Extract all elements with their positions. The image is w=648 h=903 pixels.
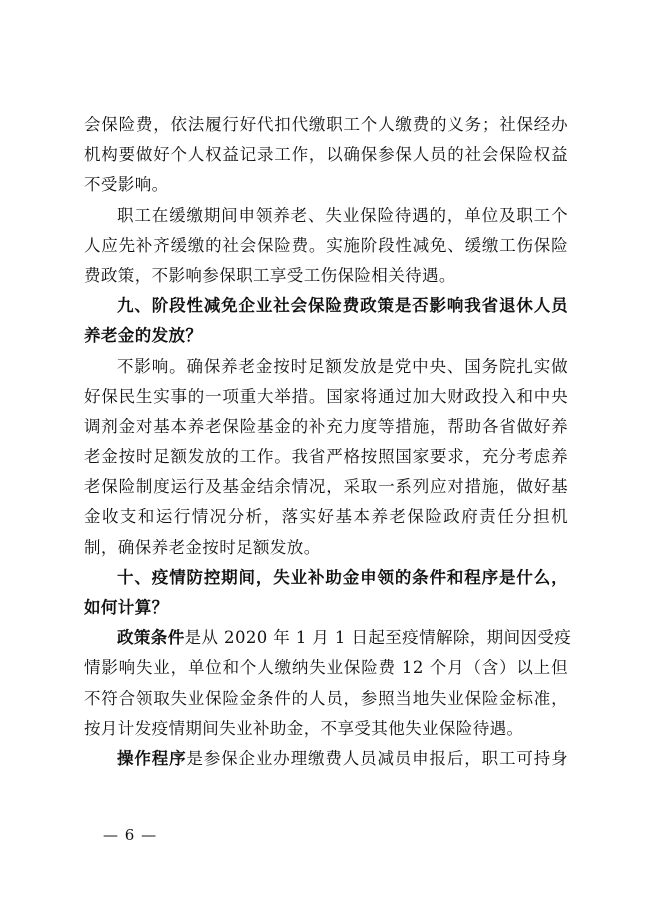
text-line: 职工在缓缴期间申领养老、失业保险待遇的，单位及职工个 [117,205,568,225]
paragraph-pension-answer [84,352,568,563]
heading-line: 十、疫情防控期间，失业补助金申领的条件和程序是什么， [117,567,568,587]
text-line: 不受影响。 [84,175,169,195]
text-segment: 是参保企业办理缴费人员减员申报后，职工可持身 [186,748,568,768]
text-line: 老金按时足额发放的工作。我省严格按照国家要求，充分考虑养 [84,447,568,467]
text-line: 老保险制度运行及基金结余情况，采取一系列应对措施，做好基 [84,477,568,497]
document-page [84,110,572,774]
page-number: — 6 — [103,826,158,844]
paragraph-policy-conditions [84,623,572,744]
heading-line: 养老金的发放？ [84,326,203,346]
heading-line: 如何计算？ [84,598,169,617]
paragraph-insurance-obligation [84,110,568,201]
text-line: 情影响失业，单位和个人缴纳失业保险费 12 个月（含）以上但 [84,658,568,678]
text-line: 会保险费，依法履行好代扣代缴职工个人缴费的义务；社保经办 [84,115,568,134]
text-line: 不符合领取失业保险金条件的人员，参照当地失业保险金标准， [84,688,568,708]
text-line: 制，确保养老金按时足额发放。 [84,537,321,557]
text-line [84,623,572,653]
text-line: 不影响。确保养老金按时足额发放是党中央、国务院扎实做 [117,356,568,376]
text-line: 费政策，不影响参保职工享受工伤保险相关待遇。 [84,265,456,285]
text-line: 人应先补齐缓缴的社会保险费。实施阶段性减免、缓缴工伤保险 [84,235,568,255]
paragraph-deferred-payment [84,201,568,292]
lead-term-operating-procedure: 操作程序 [117,748,187,768]
heading-line: 九、阶段性减免企业社会保险费政策是否影响我省退休人员 [117,296,568,316]
text-line: 好保民生实事的一项重大举措。国家将通过加大财政投入和中央 [84,386,568,406]
text-line: 机构要做好个人权益记录工作，以确保参保人员的社会保险权益 [84,145,568,165]
section-heading-10 [84,563,568,623]
paragraph-operating-procedure [84,744,568,774]
text-segment: 是从 2020 年 1 月 1 日起至疫情解除，期间因受疫 [184,628,572,648]
text-line [84,744,568,774]
text-line: 调剂金对基本养老保险基金的补充力度等措施，帮助各省做好养 [84,416,568,436]
lead-term-policy-conditions: 政策条件 [117,628,185,648]
text-line: 按月计发疫情期间失业补助金，不享受其他失业保险待遇。 [84,718,524,738]
text-line: 金收支和运行情况分析，落实好基本养老保险政府责任分担机 [84,507,568,527]
section-heading-9 [84,291,568,351]
